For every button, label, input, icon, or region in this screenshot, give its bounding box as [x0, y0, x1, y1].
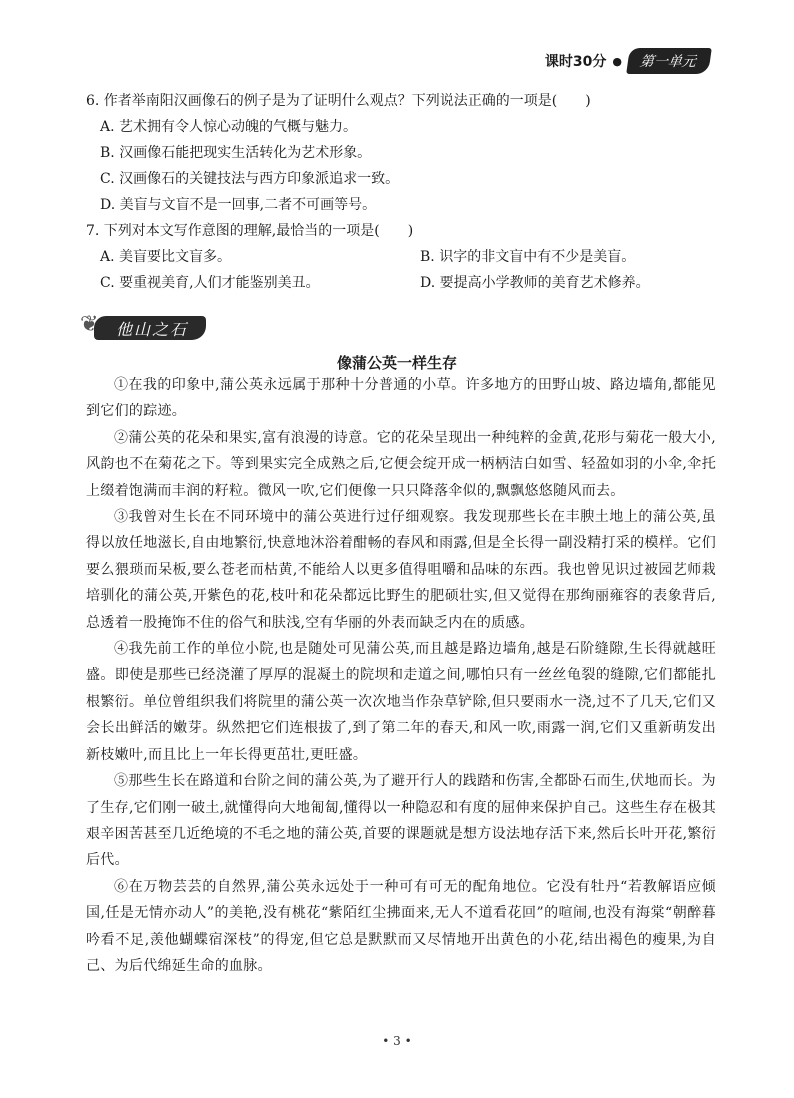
section-badge	[80, 312, 206, 342]
question-6	[86, 88, 726, 218]
page-header	[545, 48, 710, 74]
question-7-stem: 7. 下列对本文写作意图的理解,最恰当的一项是( )	[86, 223, 414, 239]
page-number-value: 3	[393, 1034, 401, 1048]
header-dot-icon: ●	[612, 54, 622, 68]
question-6-option-d: D. 美盲与文盲不是一回事,二者不可画等号。	[100, 197, 377, 213]
paragraph-4: ④我先前工作的单位小院,也是随处可见蒲公英,而且越是路边墙角,越是石阶缝隙,生长得就越旺盛。即使是那些已经浇灌了厚厚的混凝土的院坝和走道之间,哪怕只有一丝丝龟裂的缝隙,它们都能扎根繁衍。单位曾组织我们将院里的蒲公英一次次地当作杂草铲除,但只要雨水一浇,过不了几天,它们又会长出鲜活的嫩芽。纵然把它们连根拔了,到了第二年的春天,和风一吹,雨露一润,它们又重新萌发出新枝嫩叶,而且比上一年长得更茁壮,更旺盛。	[86, 641, 716, 763]
question-7-option-a: A. 美盲要比文盲多。	[100, 249, 232, 265]
paragraph-1: ①在我的印象中,蒲公英永远属于那种十分普通的小草。许多地方的田野山坡、路边墙角,都能见到它们的踪迹。	[86, 377, 716, 420]
page-number-decor-left: •	[382, 1034, 390, 1048]
paragraph-2: ②蒲公英的花朵和果实,富有浪漫的诗意。它的花朵呈现出一种纯粹的金黄,花形与菊花一般大小,风韵也不在菊花之下。等到果实完全成熟之后,它便会绽开成一柄柄洁白如雪、轻盈如羽的小伞,伞托上缀着饱满而丰润的籽粒。微风一吹,它们便像一只只降落伞似的,飘飘悠悠随风而去。	[86, 429, 716, 499]
article-title: 像蒲公英一样生存	[336, 354, 457, 372]
question-6-option-a: A. 艺术拥有令人惊心动魄的气概与魅力。	[100, 119, 358, 135]
section-label: 他山之石	[116, 320, 189, 339]
question-7-option-c: C. 要重视美育,人们才能鉴别美丑。	[100, 275, 320, 291]
question-6-option-b: B. 汉画像石能把现实生活转化为艺术形象。	[100, 145, 372, 161]
question-7-option-b: B. 识字的非文盲中有不少是美盲。	[420, 249, 636, 265]
lesson-label: 课时30分	[544, 54, 607, 70]
question-7	[86, 218, 726, 296]
page-number-decor-right: •	[404, 1034, 412, 1048]
question-7-options-row-1	[86, 244, 726, 270]
article-body	[86, 372, 716, 979]
plant-icon: ❦	[80, 312, 99, 337]
question-7-options-row-2	[86, 270, 726, 296]
paragraph-6: ⑥在万物芸芸的自然界,蒲公英永远处于一种可有可无的配角地位。它没有牡丹“若教解语应倾国,任是无情亦动人”的美艳,没有桃花“紫陌红尘拂面来,无人不道看花回”的喧闹,也没有海棠“朝醉暮吟看不足,羡他蝴蝶宿深枝”的得宠,但它总是默默而又尽情地开出黄色的小花,结出褐色的瘦果,为自己、为后代绵延生命的血脉。	[86, 878, 716, 974]
paragraph-3: ③我曾对生长在不同环境中的蒲公英进行过仔细观察。我发现那些长在丰腴土地上的蒲公英,虽得以放任地滋长,自由地繁衍,快意地沐浴着酣畅的春风和雨露,但是全长得一副没精打采的模样。它们要么猥琐而呆板,要么苍老而枯黄,不能给人以更多值得咀嚼和品味的东西。我也曾见识过被园艺师栽培驯化的蒲公英,开紫色的花,枝叶和花朵都远比野生的肥硕壮实,但又觉得在那绚丽雍容的表象背后,总透着一股掩饰不住的俗气和肤浅,空有华丽的外表而缺乏内在的质感。	[86, 509, 716, 631]
question-6-stem: 6. 作者举南阳汉画像石的例子是为了证明什么观点？下列说法正确的一项是( )	[86, 93, 591, 109]
question-7-option-d: D. 要提高小学教师的美育艺术修养。	[420, 275, 650, 291]
paragraph-5: ⑤那些生长在路道和台阶之间的蒲公英,为了避开行人的践踏和伤害,全都卧石而生,伏地而长。为了生存,它们刚一破土,就懂得向大地匍匐,懂得以一种隐忍和有度的屈伸来保护自己。这些生存在极其艰辛困苦甚至几近绝境的不毛之地的蒲公英,首要的课题就是想方设法地存活下来,然后长叶开花,繁衍后代。	[86, 773, 716, 869]
page-number	[0, 1034, 794, 1048]
unit-badge: 第一单元	[626, 48, 712, 74]
question-6-option-c: C. 汉画像石的关键技法与西方印象派追求一致。	[100, 171, 400, 187]
